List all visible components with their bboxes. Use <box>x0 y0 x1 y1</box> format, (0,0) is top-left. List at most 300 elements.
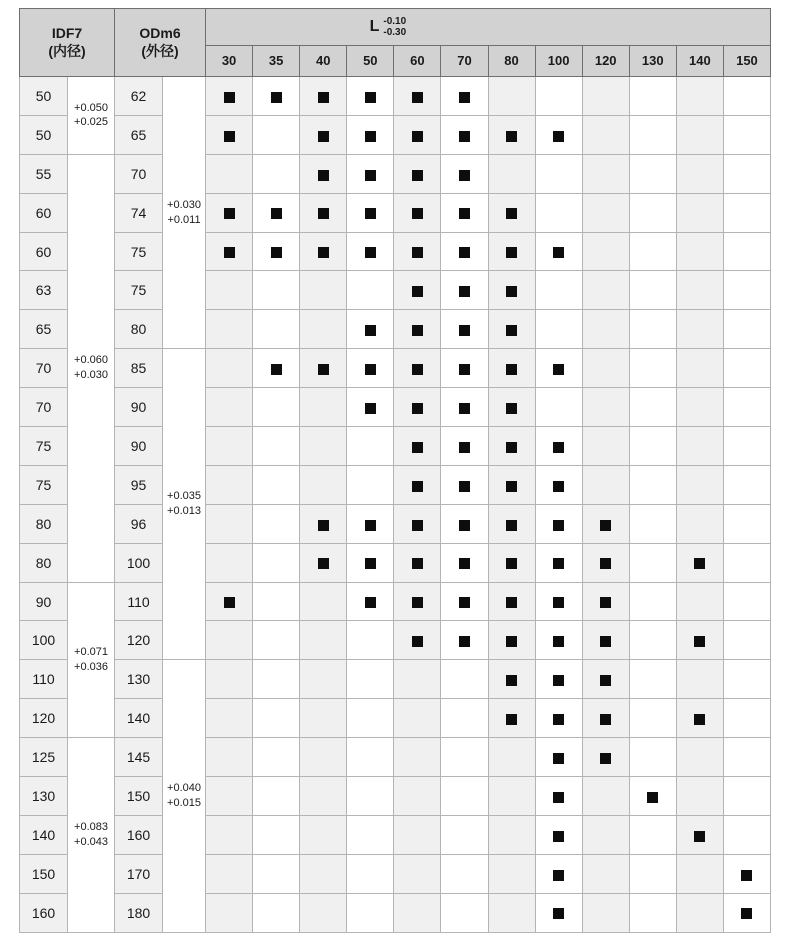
table-row <box>20 893 771 932</box>
availability-cell-empty <box>535 77 582 116</box>
availability-marker <box>506 364 517 375</box>
availability-marker <box>459 597 470 608</box>
availability-cell-empty <box>629 738 676 777</box>
availability-cell-empty <box>629 193 676 232</box>
availability-cell-empty <box>723 699 770 738</box>
availability-cell-empty <box>629 582 676 621</box>
availability-marker <box>365 92 376 103</box>
availability-cell-empty <box>629 232 676 271</box>
od-value-cell: 170 <box>115 854 163 893</box>
availability-marker <box>553 597 564 608</box>
availability-cell-marked <box>394 427 441 466</box>
availability-marker <box>224 208 235 219</box>
availability-cell-empty <box>582 465 629 504</box>
availability-marker <box>318 520 329 531</box>
length-header-cell: 70 <box>441 46 488 77</box>
od-value-cell: 95 <box>115 465 163 504</box>
id-value-cell: 80 <box>20 504 68 543</box>
availability-cell-empty <box>253 427 300 466</box>
table-row <box>20 815 771 854</box>
availability-marker <box>271 92 282 103</box>
availability-cell-empty <box>300 271 347 310</box>
availability-cell-empty <box>253 271 300 310</box>
od-value-cell: 110 <box>115 582 163 621</box>
availability-cell-empty <box>488 815 535 854</box>
availability-cell-marked <box>253 77 300 116</box>
availability-marker <box>506 403 517 414</box>
availability-marker <box>318 208 329 219</box>
availability-cell-empty <box>206 543 253 582</box>
availability-cell-empty <box>441 815 488 854</box>
availability-marker <box>506 714 517 725</box>
availability-cell-empty <box>300 777 347 816</box>
availability-cell-empty <box>676 77 723 116</box>
availability-cell-empty <box>206 621 253 660</box>
availability-cell-empty <box>300 310 347 349</box>
availability-cell-empty <box>629 893 676 932</box>
availability-cell-empty <box>723 271 770 310</box>
availability-cell-empty <box>253 854 300 893</box>
availability-cell-empty <box>206 349 253 388</box>
availability-cell-empty <box>535 388 582 427</box>
availability-cell-marked <box>394 154 441 193</box>
availability-cell-empty <box>723 543 770 582</box>
availability-marker <box>365 520 376 531</box>
availability-cell-empty <box>676 349 723 388</box>
availability-cell-marked <box>488 115 535 154</box>
availability-cell-empty <box>206 504 253 543</box>
availability-marker <box>271 247 282 258</box>
availability-cell-empty <box>488 77 535 116</box>
table-row <box>20 738 771 777</box>
availability-cell-empty <box>582 232 629 271</box>
availability-cell-marked <box>488 349 535 388</box>
availability-marker <box>553 636 564 647</box>
availability-cell-empty <box>206 427 253 466</box>
availability-cell-marked <box>535 232 582 271</box>
availability-cell-empty <box>394 893 441 932</box>
availability-cell-empty <box>582 77 629 116</box>
availability-cell-marked <box>582 582 629 621</box>
availability-cell-empty <box>582 115 629 154</box>
availability-cell-empty <box>488 893 535 932</box>
availability-cell-marked <box>347 77 394 116</box>
availability-cell-marked <box>488 232 535 271</box>
availability-cell-empty <box>253 660 300 699</box>
od-tolerance-cell: +0.035 +0.013 <box>163 349 206 660</box>
availability-cell-empty <box>676 427 723 466</box>
availability-marker <box>506 481 517 492</box>
id-value-cell: 63 <box>20 271 68 310</box>
availability-cell-marked <box>394 115 441 154</box>
availability-cell-marked <box>488 543 535 582</box>
availability-cell-marked <box>488 310 535 349</box>
availability-cell-marked <box>253 193 300 232</box>
availability-cell-marked <box>535 777 582 816</box>
availability-marker <box>553 870 564 881</box>
availability-cell-marked <box>723 893 770 932</box>
length-tolerance-lower: -0.30 <box>383 27 407 38</box>
availability-cell-empty <box>723 427 770 466</box>
availability-cell-empty <box>488 777 535 816</box>
availability-cell-empty <box>629 115 676 154</box>
availability-cell-marked <box>253 349 300 388</box>
id-value-cell: 110 <box>20 660 68 699</box>
od-tolerance-cell: +0.030 +0.011 <box>163 77 206 349</box>
availability-cell-empty <box>253 388 300 427</box>
availability-cell-empty <box>676 465 723 504</box>
od-value-cell: 75 <box>115 232 163 271</box>
availability-cell-empty <box>629 543 676 582</box>
id-value-cell: 75 <box>20 427 68 466</box>
availability-marker <box>553 131 564 142</box>
id-tolerance-cell: +0.060 +0.030 <box>68 154 115 582</box>
od-header-jp-label: (外径) <box>141 42 179 59</box>
availability-cell-marked <box>347 115 394 154</box>
availability-cell-empty <box>629 660 676 699</box>
availability-cell-empty <box>300 660 347 699</box>
length-symbol: L <box>369 18 380 35</box>
availability-cell-empty <box>300 427 347 466</box>
availability-cell-marked <box>394 232 441 271</box>
availability-marker <box>506 636 517 647</box>
availability-marker <box>553 364 564 375</box>
availability-cell-empty <box>253 115 300 154</box>
od-value-cell: 160 <box>115 815 163 854</box>
availability-cell-empty <box>253 699 300 738</box>
availability-cell-empty <box>253 893 300 932</box>
availability-cell-empty <box>347 427 394 466</box>
availability-marker <box>459 558 470 569</box>
availability-marker <box>553 675 564 686</box>
availability-cell-marked <box>394 193 441 232</box>
availability-cell-empty <box>253 738 300 777</box>
availability-cell-empty <box>300 582 347 621</box>
availability-marker <box>459 208 470 219</box>
availability-cell-empty <box>723 232 770 271</box>
availability-cell-marked <box>347 193 394 232</box>
availability-cell-marked <box>582 699 629 738</box>
availability-cell-empty <box>347 621 394 660</box>
availability-cell-marked <box>535 582 582 621</box>
availability-cell-empty <box>206 465 253 504</box>
availability-marker <box>412 481 423 492</box>
availability-cell-marked <box>206 115 253 154</box>
availability-cell-empty <box>723 193 770 232</box>
availability-marker <box>506 208 517 219</box>
availability-cell-marked <box>347 310 394 349</box>
availability-cell-marked <box>488 699 535 738</box>
availability-marker <box>365 558 376 569</box>
availability-cell-empty <box>347 854 394 893</box>
availability-cell-empty <box>629 504 676 543</box>
id-value-cell: 130 <box>20 777 68 816</box>
availability-marker <box>365 597 376 608</box>
availability-cell-empty <box>206 388 253 427</box>
availability-cell-empty <box>723 388 770 427</box>
availability-cell-empty <box>347 465 394 504</box>
availability-marker <box>318 170 329 181</box>
availability-cell-empty <box>206 271 253 310</box>
availability-marker <box>459 92 470 103</box>
availability-marker <box>224 92 235 103</box>
availability-cell-empty <box>676 388 723 427</box>
availability-cell-empty <box>582 154 629 193</box>
availability-marker <box>459 286 470 297</box>
availability-cell-marked <box>347 232 394 271</box>
availability-marker <box>647 792 658 803</box>
availability-cell-empty <box>253 582 300 621</box>
availability-cell-empty <box>582 427 629 466</box>
availability-cell-empty <box>723 115 770 154</box>
table-row <box>20 349 771 388</box>
availability-marker <box>412 636 423 647</box>
od-value-cell: 65 <box>115 115 163 154</box>
availability-marker <box>553 831 564 842</box>
availability-cell-empty <box>347 660 394 699</box>
table-row <box>20 660 771 699</box>
availability-cell-marked <box>441 465 488 504</box>
availability-marker <box>694 714 705 725</box>
availability-marker <box>459 325 470 336</box>
availability-marker <box>224 247 235 258</box>
availability-cell-marked <box>206 193 253 232</box>
availability-marker <box>412 286 423 297</box>
availability-cell-empty <box>676 193 723 232</box>
availability-marker <box>318 247 329 258</box>
availability-cell-marked <box>535 854 582 893</box>
id-value-cell: 120 <box>20 699 68 738</box>
availability-cell-marked <box>535 115 582 154</box>
availability-marker <box>412 364 423 375</box>
availability-cell-empty <box>347 815 394 854</box>
availability-cell-marked <box>394 621 441 660</box>
availability-cell-empty <box>723 465 770 504</box>
table-row <box>20 271 771 310</box>
id-value-cell: 70 <box>20 388 68 427</box>
availability-cell-empty <box>206 854 253 893</box>
availability-cell-marked <box>300 193 347 232</box>
availability-marker <box>412 92 423 103</box>
availability-cell-empty <box>676 582 723 621</box>
availability-marker <box>459 481 470 492</box>
availability-cell-empty <box>676 271 723 310</box>
availability-cell-marked <box>535 893 582 932</box>
od-value-cell: 85 <box>115 349 163 388</box>
availability-cell-empty <box>582 271 629 310</box>
availability-marker <box>506 286 517 297</box>
availability-marker <box>506 247 517 258</box>
length-header-cell: 35 <box>253 46 300 77</box>
availability-cell-marked <box>394 504 441 543</box>
availability-marker <box>365 247 376 258</box>
availability-cell-empty <box>253 621 300 660</box>
availability-cell-marked <box>535 427 582 466</box>
availability-cell-empty <box>441 699 488 738</box>
availability-cell-empty <box>347 777 394 816</box>
availability-cell-marked <box>676 621 723 660</box>
availability-marker <box>412 520 423 531</box>
availability-marker <box>318 131 329 142</box>
availability-cell-empty <box>723 77 770 116</box>
availability-marker <box>600 597 611 608</box>
table-row <box>20 854 771 893</box>
availability-cell-empty <box>676 738 723 777</box>
availability-marker <box>318 364 329 375</box>
length-header-cell: 100 <box>535 46 582 77</box>
availability-cell-empty <box>629 154 676 193</box>
table-row <box>20 388 771 427</box>
length-header-cell: 40 <box>300 46 347 77</box>
id-value-cell: 60 <box>20 232 68 271</box>
availability-cell-empty <box>723 660 770 699</box>
availability-cell-empty <box>629 854 676 893</box>
availability-cell-empty <box>300 699 347 738</box>
id-value-cell: 100 <box>20 621 68 660</box>
table-row <box>20 582 771 621</box>
availability-cell-marked <box>300 349 347 388</box>
availability-cell-marked <box>394 349 441 388</box>
availability-cell-empty <box>535 193 582 232</box>
id-header-code: IDF7 <box>51 25 83 41</box>
length-header-cell: 60 <box>394 46 441 77</box>
availability-cell-empty <box>535 154 582 193</box>
availability-cell-marked <box>300 543 347 582</box>
od-value-cell: 145 <box>115 738 163 777</box>
availability-cell-marked <box>441 193 488 232</box>
availability-marker <box>412 558 423 569</box>
id-header-jp-label: (内径) <box>48 42 86 59</box>
availability-cell-marked <box>347 582 394 621</box>
length-header-cell: 130 <box>629 46 676 77</box>
availability-marker <box>506 558 517 569</box>
availability-cell-marked <box>582 621 629 660</box>
availability-cell-empty <box>300 815 347 854</box>
availability-cell-marked <box>300 115 347 154</box>
availability-cell-empty <box>347 699 394 738</box>
od-value-cell: 70 <box>115 154 163 193</box>
availability-cell-empty <box>206 699 253 738</box>
availability-marker <box>506 675 517 686</box>
availability-cell-empty <box>723 582 770 621</box>
availability-cell-empty <box>300 738 347 777</box>
availability-cell-marked <box>347 154 394 193</box>
availability-cell-marked <box>488 388 535 427</box>
availability-marker <box>412 442 423 453</box>
availability-marker <box>412 403 423 414</box>
availability-marker <box>365 208 376 219</box>
availability-cell-marked <box>206 77 253 116</box>
availability-cell-empty <box>629 621 676 660</box>
availability-cell-marked <box>582 504 629 543</box>
availability-cell-empty <box>300 621 347 660</box>
availability-cell-empty <box>488 854 535 893</box>
availability-cell-empty <box>582 777 629 816</box>
availability-cell-marked <box>441 543 488 582</box>
availability-marker <box>600 636 611 647</box>
availability-marker <box>741 908 752 919</box>
availability-cell-marked <box>300 77 347 116</box>
table-row <box>20 504 771 543</box>
availability-cell-marked <box>441 621 488 660</box>
od-value-cell: 75 <box>115 271 163 310</box>
availability-cell-empty <box>723 310 770 349</box>
availability-cell-empty <box>629 427 676 466</box>
availability-cell-empty <box>676 660 723 699</box>
availability-cell-empty <box>394 815 441 854</box>
availability-cell-marked <box>488 621 535 660</box>
availability-cell-empty <box>206 893 253 932</box>
od-value-cell: 74 <box>115 193 163 232</box>
availability-cell-marked <box>582 660 629 699</box>
availability-cell-empty <box>723 621 770 660</box>
availability-cell-empty <box>629 310 676 349</box>
id-tolerance-cell: +0.071 +0.036 <box>68 582 115 738</box>
table-body <box>20 77 771 933</box>
availability-cell-marked <box>582 543 629 582</box>
availability-marker <box>459 131 470 142</box>
availability-cell-empty <box>394 738 441 777</box>
availability-marker <box>553 247 564 258</box>
availability-cell-empty <box>535 310 582 349</box>
availability-cell-marked <box>488 427 535 466</box>
availability-cell-empty <box>676 310 723 349</box>
availability-cell-empty <box>676 777 723 816</box>
table-row <box>20 193 771 232</box>
availability-marker <box>459 442 470 453</box>
availability-marker <box>553 908 564 919</box>
od-value-cell: 80 <box>115 310 163 349</box>
availability-cell-empty <box>676 854 723 893</box>
availability-marker <box>412 208 423 219</box>
availability-cell-empty <box>629 388 676 427</box>
availability-cell-marked <box>347 388 394 427</box>
availability-cell-empty <box>582 815 629 854</box>
availability-cell-empty <box>441 893 488 932</box>
availability-cell-empty <box>253 465 300 504</box>
id-value-cell: 50 <box>20 77 68 116</box>
availability-cell-empty <box>253 310 300 349</box>
availability-cell-marked <box>535 504 582 543</box>
table-header <box>20 9 771 77</box>
table-row <box>20 427 771 466</box>
od-tolerance-cell: +0.040 +0.015 <box>163 660 206 932</box>
availability-cell-empty <box>394 699 441 738</box>
availability-cell-empty <box>206 660 253 699</box>
id-value-cell: 65 <box>20 310 68 349</box>
availability-cell-empty <box>441 660 488 699</box>
availability-marker <box>459 636 470 647</box>
availability-cell-marked <box>441 310 488 349</box>
table-row <box>20 699 771 738</box>
availability-cell-empty <box>394 854 441 893</box>
availability-marker <box>694 558 705 569</box>
availability-marker <box>224 597 235 608</box>
length-tolerance-upper: -0.10 <box>383 15 407 27</box>
availability-cell-empty <box>723 349 770 388</box>
availability-marker <box>553 792 564 803</box>
id-value-cell: 60 <box>20 193 68 232</box>
availability-cell-empty <box>347 893 394 932</box>
availability-cell-marked <box>582 738 629 777</box>
availability-marker <box>365 170 376 181</box>
availability-cell-empty <box>488 154 535 193</box>
id-value-cell: 140 <box>20 815 68 854</box>
availability-cell-marked <box>488 660 535 699</box>
availability-cell-empty <box>723 738 770 777</box>
id-value-cell: 90 <box>20 582 68 621</box>
availability-cell-empty <box>535 271 582 310</box>
